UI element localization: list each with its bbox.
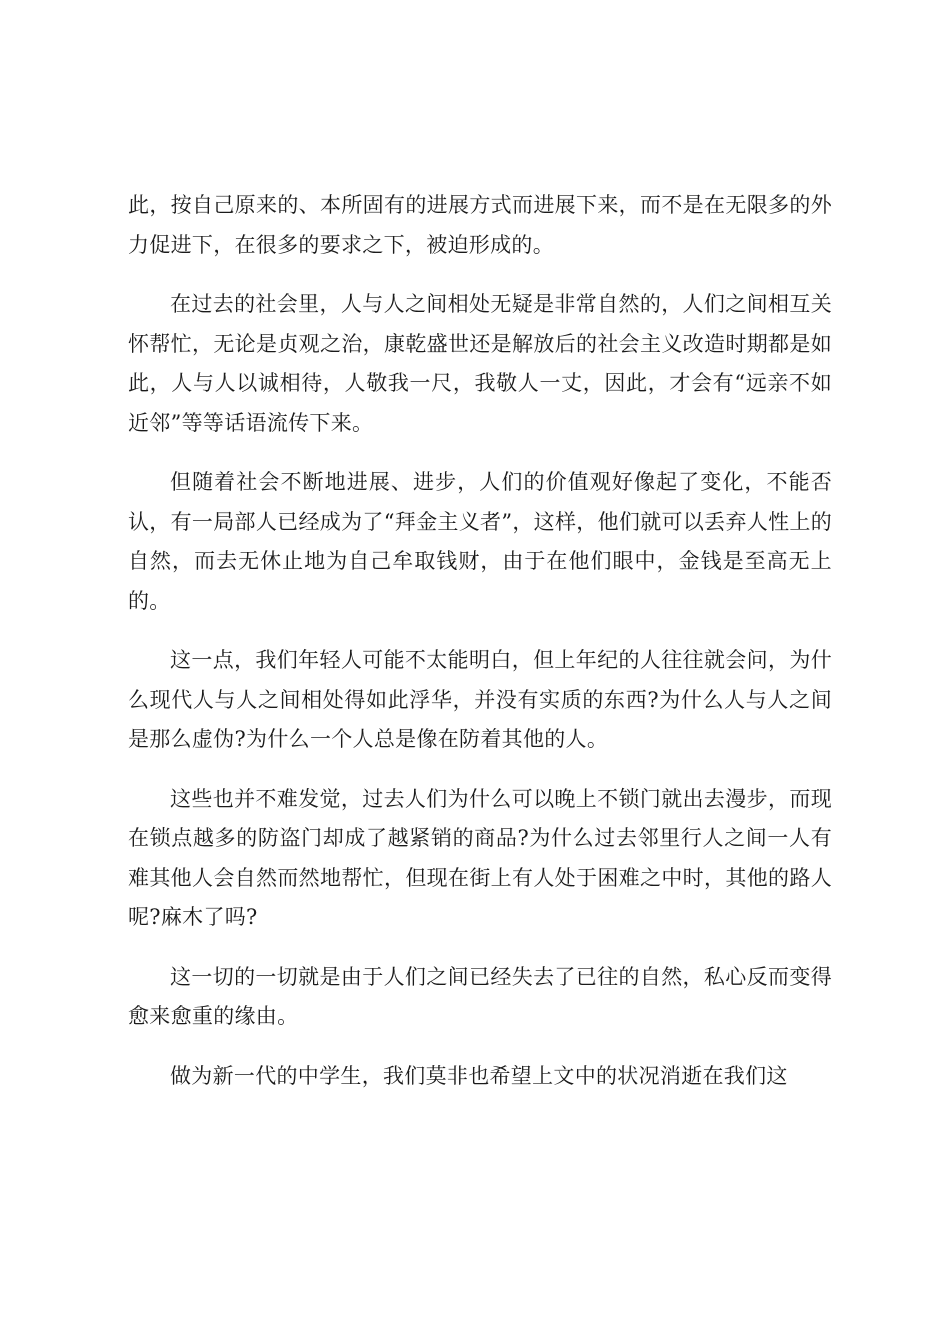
paragraph: 做为新一代的中学生，我们莫非也希望上文中的状况消逝在我们这 bbox=[170, 1063, 788, 1088]
paragraph: 在过去的社会里，人与人之间相处无疑是非常自然的，人们之间相互关怀帮忙，无论是贞观之治，康乾盛世还是解放后的社会主义改造时期都是如此，人与人以诚相待，人敬我一尺，我敬人一丈，因此，才会有“远亲不如近邻”等等话语流传下来。 bbox=[128, 292, 832, 435]
paragraph: 这一切的一切就是由于人们之间已经失去了已往的自然，私心反而变得愈来愈重的缘由。 bbox=[128, 964, 832, 1028]
paragraph: 这些也并不难发觉，过去人们为什么可以晚上不锁门就出去漫步，而现在锁点越多的防盗门却成了越紧销的商品?为什么过去邻里行人之间一人有难其他人会自然而然地帮忙，但现在街上有人处于困难之中时，其他的路人呢?麻木了吗? bbox=[128, 786, 832, 929]
paragraph: 这一点，我们年轻人可能不太能明白，但上年纪的人往往就会问，为什么现代人与人之间相处得如此浮华，并没有实质的东西?为什么人与人之间是那么虚伪?为什么一个人总是像在防着其他的人。 bbox=[128, 648, 832, 751]
paragraph-continuation: 此，按自己原来的、本所固有的进展方式而进展下来，而不是在无限多的外力促进下，在很多的要求之下，被迫形成的。 bbox=[128, 193, 832, 257]
paragraph: 但随着社会不断地进展、进步，人们的价值观好像起了变化，不能否认，有一局部人已经成为了“拜金主义者”，这样，他们就可以丢弃人性上的自然，而去无休止地为自己牟取钱财，由于在他们眼中，金钱是至高无上的。 bbox=[128, 470, 832, 613]
document-body bbox=[128, 186, 832, 1116]
